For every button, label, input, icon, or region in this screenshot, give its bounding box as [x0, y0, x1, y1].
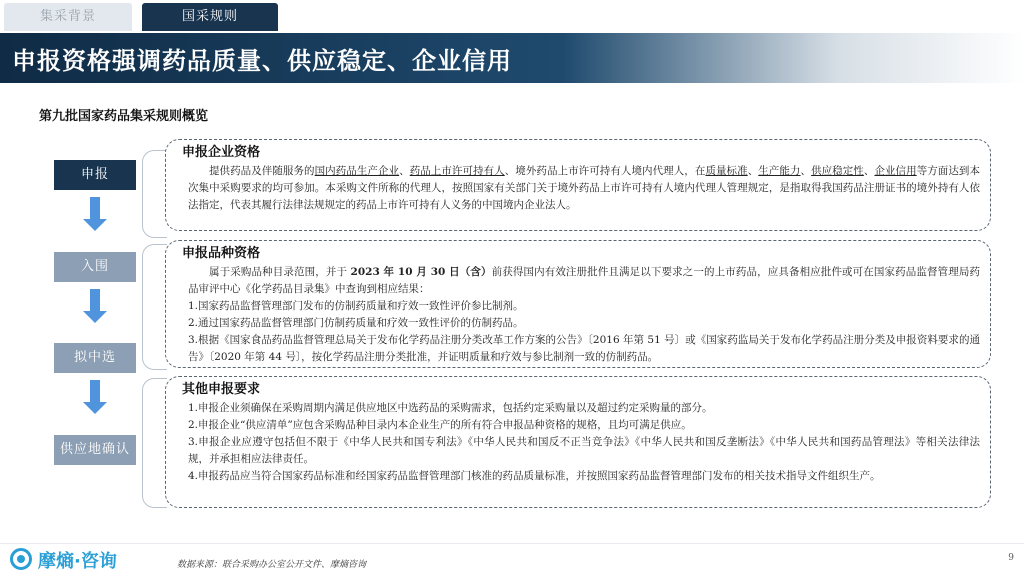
list-item: 3.根据《国家食品药品监督管理总局关于发布化学药品注册分类改革工作方案的公告》〔2016 年第 51 号〕或《国家药监局关于发布化学药品注册分类及申报资料要求的通告》〔2020 年第 44 号〕，按化学药品注册分类批准，并证明质量和疗效与参比制剂一致的仿制药品。 — [188, 334, 980, 363]
step-shortlist: 入围 — [54, 252, 136, 282]
enterprise-text: 提供药品及伴随服务的国内药品生产企业、药品上市许可持有人、境外药品上市许可持有人境内代理人，在质量标准、生产能力、供应稳定性、企业信用等方面达到本次集中采购要求的均可参加。本采购文件所称的代理人，按照国家有关部门关于境外药品上市许可持有人境内代理人管理规定，是指取得我国药品注册证书的境外持有人依法指定，代表其履行法律法规规定的药品上市许可持有人义务的中国境内企业法人。 — [188, 165, 980, 211]
enterprise-qualification-box — [165, 139, 991, 231]
other-requirements-box — [165, 376, 991, 508]
variety-heading: 申报品种资格 — [182, 246, 261, 261]
variety-intro: 属于采购品种目录范围，并于 2023 年 10 月 30 日（含）前获得国内有效注册批件且满足以下要求之一的上市药品，应具备相应批件或可在国家药品监督管理局药品审评中心《化学药品目录集》中查询到相应结果： — [188, 266, 981, 295]
page-title: 申报资格强调药品质量、供应稳定、企业信用 — [12, 47, 512, 75]
logo-icon — [10, 548, 32, 570]
title-bar — [0, 33, 1024, 83]
footer-divider — [0, 543, 1024, 544]
tab-rules[interactable]: 国采规则 — [142, 3, 278, 31]
logo-text: 摩熵·咨询 — [38, 551, 117, 572]
bracket-connector — [142, 378, 167, 508]
tab-background[interactable]: 集采背景 — [4, 3, 132, 31]
step-proposed-winner: 拟中选 — [54, 343, 136, 373]
list-item: 1.申报企业须确保在采购周期内满足供应地区中选药品的采购需求，包括约定采购量以及超过约定采购量的部分。 — [188, 402, 713, 414]
tab-bar — [0, 0, 1024, 33]
page-number: 9 — [1008, 553, 1014, 563]
data-source-note: 数据来源：联合采购办公室公开文件、摩熵咨询 — [177, 560, 367, 570]
list-item: 2.申报企业“供应清单”应包含采购品种目录内本企业生产的所有符合申报品种资格的规格，且均可满足供应。 — [188, 419, 692, 431]
step-supply-confirm: 供应地确认 — [54, 435, 136, 465]
step-apply: 申报 — [54, 160, 136, 190]
section-subtitle: 第九批国家药品集采规则概览 — [39, 109, 209, 124]
list-item: 4.申报药品应当符合国家药品标准和经国家药品监督管理部门核准的药品质量标准，并按照国家药品监督管理部门发布的相关技术指导文件组织生产。 — [188, 470, 881, 482]
variety-qualification-box — [165, 240, 991, 368]
bracket-connector — [142, 244, 167, 370]
list-item: 1.国家药品监督管理部门发布的仿制药质量和疗效一致性评价参比制剂。 — [188, 300, 524, 312]
bracket-connector — [142, 150, 167, 238]
other-heading: 其他申报要求 — [182, 382, 261, 397]
enterprise-heading: 申报企业资格 — [182, 145, 261, 160]
list-item: 3.申报企业应遵守包括但不限于《中华人民共和国专利法》《中华人民共和国反不正当竞争法》《中华人民共和国反垄断法》《中华人民共和国药品管理法》等相关法律法规，并承担相应法律责任。 — [188, 436, 980, 465]
list-item: 2.通过国家药品监督管理部门仿制药质量和疗效一致性评价的仿制药品。 — [188, 317, 524, 329]
